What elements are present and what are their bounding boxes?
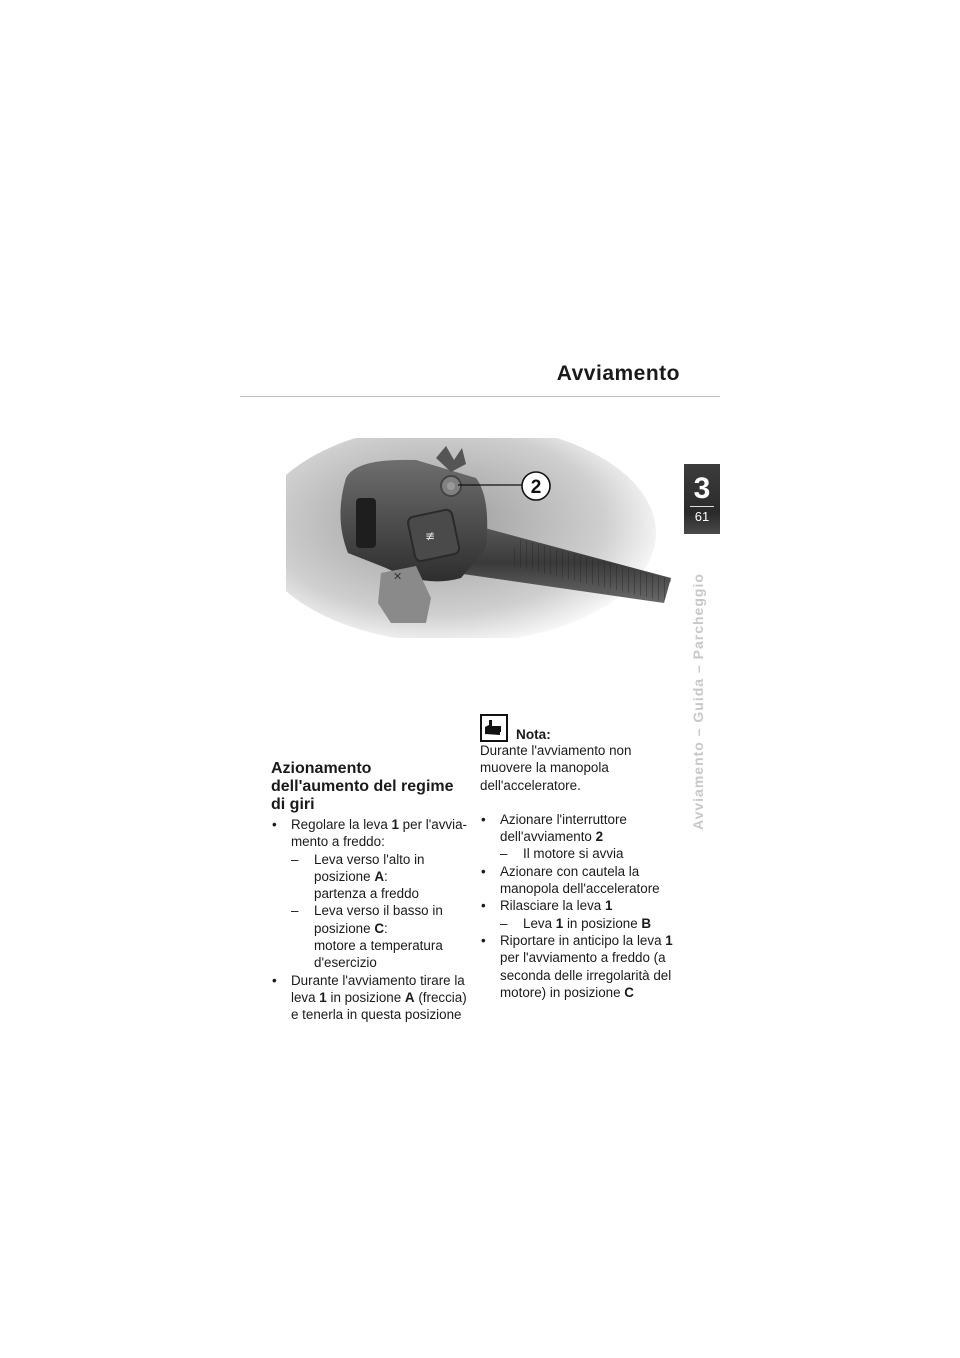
text: partenza a freddo [314,886,419,902]
text: Riportare in anticipo la leva [500,932,666,948]
list-item [480,932,685,1001]
sub-item [291,902,469,971]
note-hand-icon [480,714,508,742]
instruction-list [271,816,469,1024]
list-item [480,811,685,863]
ref-label: 1 [604,898,613,914]
text: : [383,868,388,884]
text: per l'avvia-mento a freddo: [291,817,467,850]
text: motore a temperatura d'esercizio [314,938,443,971]
ref-label: 1 [391,817,399,832]
text: Durante l'avviamento tirare la leva [291,972,465,1005]
ref-label: 2 [595,829,604,845]
text: in posizione [563,915,642,931]
ref-label: 1 [319,989,327,1005]
text: per l'avviamento a freddo (a seconda delle irregolarità del motore) in posizione [500,950,672,1000]
text: (freccia) e tenerla in questa posizione [291,989,467,1023]
note-text: Durante l'avviamento non muovere la manopola dell'acceleratore. [480,743,632,793]
svg-text:≢: ≢ [425,529,436,543]
ref-label: 1 [665,932,673,948]
text: Azionare l'interruttore dell'avviamento [500,811,627,845]
chapter-tab [684,464,720,534]
text: Regolare la leva [291,817,392,832]
ref-label: C [624,984,634,1000]
svg-text:✕: ✕ [393,570,403,583]
left-column [271,760,469,1024]
ref-label: B [641,915,652,931]
section-heading: Azionamento dell'aumento del regime di giri [271,760,454,813]
instruction-list [480,811,685,1001]
note-title: Nota: [516,727,551,742]
ref-label: C [374,920,384,936]
chapter-number: 3 [693,472,711,505]
handlebar-switch-photo [286,438,686,638]
chapter-divider [690,506,714,507]
list-item: • Azionare con cautela la manopola dell'acceleratore [480,863,685,898]
section-side-label: Avviamento – Guida – Parcheggio [690,573,706,830]
text: Leva verso l'alto in posizione [314,851,425,884]
text: Leva [523,915,556,931]
text: in posizione [326,989,405,1005]
sub-item [500,915,685,932]
ref-label: A [374,868,384,884]
note-header [480,712,685,742]
text: Leva verso il basso in posizione [314,903,443,936]
right-column [480,712,685,1001]
sub-item: – Il motore si avvia [500,845,685,862]
title-divider [240,396,720,397]
list-item [271,972,469,1024]
page-title: Avviamento [556,362,680,385]
sub-item [291,851,469,903]
ref-label: 1 [555,915,564,931]
page-number: 61 [694,509,710,524]
text: Rilasciare la leva [500,898,605,914]
text: : [383,920,388,936]
list-item [480,897,685,932]
ref-label: A [404,989,415,1005]
callout-2: 2 [530,477,542,498]
list-item [271,816,469,972]
